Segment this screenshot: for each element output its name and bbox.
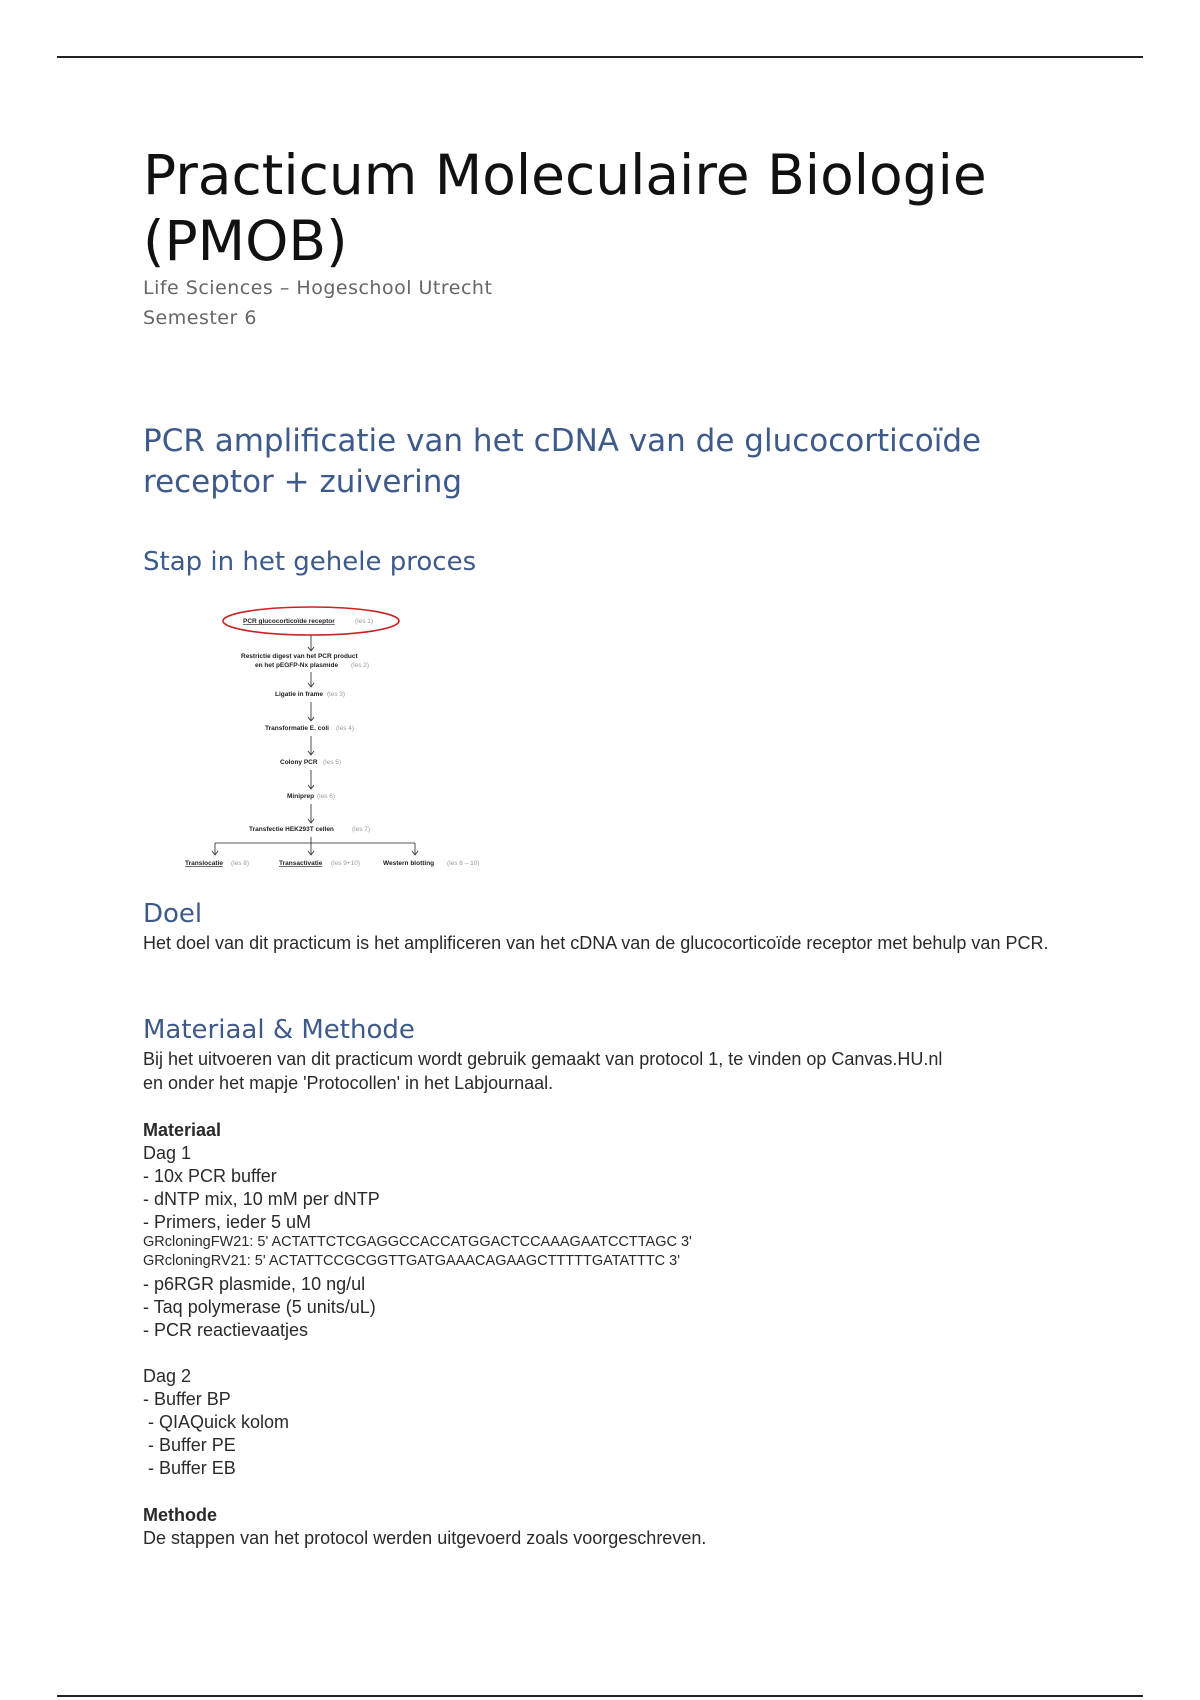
section-heading-pcr: PCR amplificatie van het cDNA van de glucocorticoïde receptor + zuivering bbox=[143, 423, 982, 500]
dag1-item: - PCR reactievaatjes bbox=[143, 1320, 309, 1340]
step2-line1: Restrictie digest van het PCR product bbox=[241, 653, 358, 660]
step4-label: Transformatie E. coli bbox=[265, 725, 329, 732]
section-heading-step: Stap in het gehele proces bbox=[143, 547, 477, 577]
dag2-item: - Buffer PE bbox=[143, 1435, 236, 1455]
materiaal-heading: Materiaal bbox=[143, 1120, 222, 1140]
branch2-note: (les 9+10) bbox=[331, 860, 361, 867]
dag1-item: - p6RGR plasmide, 10 ng/ul bbox=[143, 1274, 366, 1294]
section-heading-materiaal-methode: Materiaal & Methode bbox=[143, 1015, 415, 1045]
step6-label: Miniprep bbox=[287, 793, 315, 800]
step3-label: Ligatie in frame bbox=[275, 691, 324, 698]
branch1-note: (les 8) bbox=[231, 860, 250, 867]
dag1-item: - dNTP mix, 10 mM per dNTP bbox=[143, 1189, 380, 1209]
branch3-note: (les 8 – 10) bbox=[447, 860, 480, 867]
top-rule bbox=[57, 56, 1143, 58]
bottom-rule bbox=[57, 1695, 1143, 1697]
step7-label: Transfectie HEK293T cellen bbox=[249, 826, 334, 833]
step6-note: (les 6) bbox=[317, 793, 336, 800]
dag1-item: - Primers, ieder 5 uM bbox=[143, 1212, 312, 1232]
step4-note: (les 4) bbox=[336, 725, 355, 732]
step2-note: (les 2) bbox=[351, 662, 370, 669]
step5-label: Colony PCR bbox=[280, 759, 318, 766]
step5-note: (les 5) bbox=[323, 759, 342, 766]
dag2-heading: Dag 2 bbox=[143, 1366, 192, 1386]
document-title: Practicum Moleculaire Biologie (PMOB) bbox=[143, 143, 987, 273]
primer-forward: GRcloningFW21: 5' ACTATTCTCGAGGCCACCATGGACTCCAAAGAATCCTTAGC 3' bbox=[143, 1234, 692, 1250]
dag2-item: - QIAQuick kolom bbox=[143, 1412, 290, 1432]
step7-note: (les 7) bbox=[352, 826, 371, 833]
document-subtitle-semester: Semester 6 bbox=[143, 307, 257, 329]
process-flow-diagram bbox=[155, 592, 505, 877]
process-flow-svg bbox=[155, 592, 505, 877]
step2-line2: en het pEGFP-Nx plasmide bbox=[255, 662, 339, 669]
mm-intro-line2: en onder het mapje 'Protocollen' in het Labjournaal. bbox=[143, 1073, 554, 1093]
step3-note: (les 3) bbox=[327, 691, 346, 698]
dag2-item: - Buffer EB bbox=[143, 1458, 236, 1478]
primer-reverse: GRcloningRV21: 5' ACTATTCCGCGGTTGATGAAACAGAAGCTTTTTGATATTTC 3' bbox=[143, 1253, 681, 1269]
dag1-item: - Taq polymerase (5 units/uL) bbox=[143, 1297, 376, 1317]
document-subtitle-institution: Life Sciences – Hogeschool Utrecht bbox=[143, 277, 493, 299]
step1-label: PCR glucocorticoïde receptor bbox=[243, 618, 335, 625]
branch1-label: Translocatie bbox=[185, 860, 223, 867]
branch3-label: Western blotting bbox=[383, 860, 435, 867]
step1-note: (les 1) bbox=[355, 618, 374, 625]
mm-intro-line1: Bij het uitvoeren van dit practicum wordt gebruik gemaakt van protocol 1, te vinden op Canvas.HU.nl bbox=[143, 1049, 943, 1069]
doel-text: Het doel van dit practicum is het amplificeren van het cDNA van de glucocorticoïde receptor met behulp van PCR. bbox=[143, 933, 1049, 953]
dag1-heading: Dag 1 bbox=[143, 1143, 192, 1163]
branch2-label: Transactivatie bbox=[279, 860, 323, 867]
methode-heading: Methode bbox=[143, 1505, 217, 1525]
dag2-item: - Buffer BP bbox=[143, 1389, 231, 1409]
dag1-item: - 10x PCR buffer bbox=[143, 1166, 277, 1186]
section-heading-doel: Doel bbox=[143, 899, 203, 929]
methode-text: De stappen van het protocol werden uitgevoerd zoals voorgeschreven. bbox=[143, 1528, 707, 1548]
